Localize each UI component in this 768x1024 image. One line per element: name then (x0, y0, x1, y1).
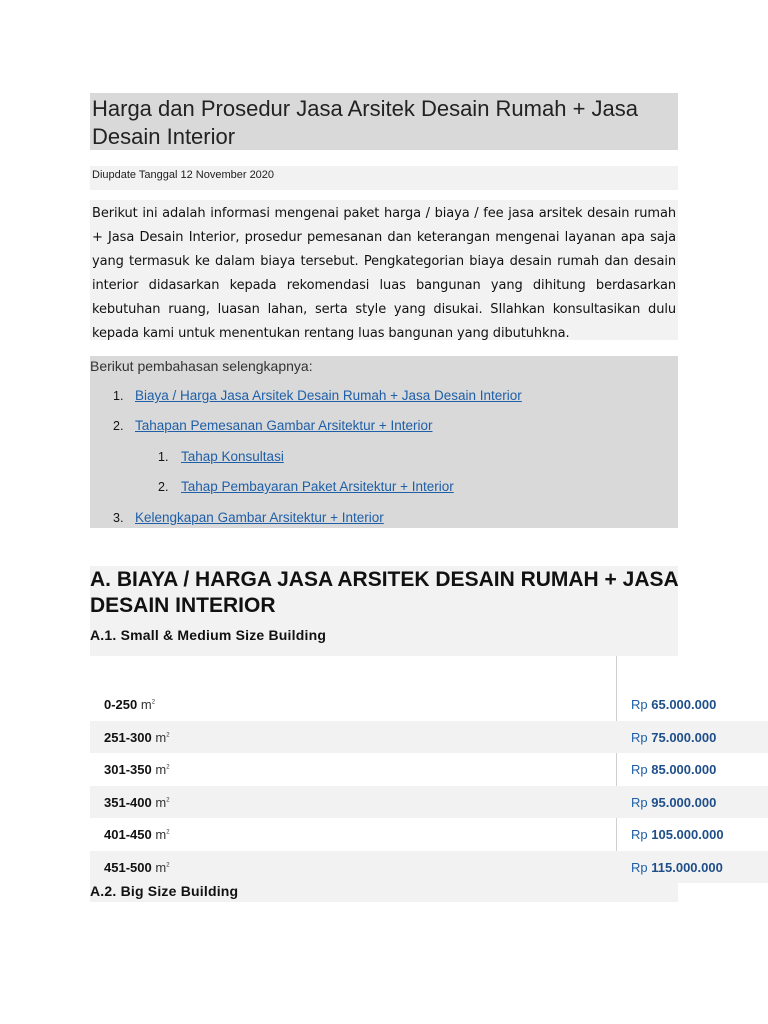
range-cell: 351-400 $m^2$ (104, 795, 170, 810)
toc-number: 2. (158, 480, 169, 494)
toc-link-tahapan[interactable]: Tahapan Pemesanan Gambar Arsitektur + Interior (135, 418, 433, 433)
table-row (90, 721, 768, 753)
range-cell: 301-350 $m^2$ (104, 762, 170, 777)
price-cell: Rp 65.000.000 (631, 697, 717, 712)
toc-link-kelengkapan[interactable]: Kelengkapan Gambar Arsitektur + Interior (135, 510, 384, 525)
section-a-header (90, 566, 678, 656)
range-cell: 0-250 $m^2$ (104, 697, 156, 712)
section-a2-subheading: A.2. Big Size Building (90, 878, 678, 902)
toc-number: 1. (158, 450, 169, 464)
price-cell: Rp 105.000.000 (631, 827, 724, 842)
toc-number: 1. (113, 389, 124, 403)
table-row (90, 688, 768, 720)
toc-link-biaya[interactable]: Biaya / Harga Jasa Arsitek Desain Rumah + Jasa Desain Interior (135, 388, 522, 403)
toc-item-pembayaran[interactable] (181, 479, 454, 494)
page-title: Harga dan Prosedur Jasa Arsitek Desain Rumah + Jasa Desain Interior (90, 93, 678, 150)
toc-number: 3. (113, 511, 124, 525)
price-cell: Rp 75.000.000 (631, 730, 717, 745)
toc-link-konsultasi[interactable]: Tahap Konsultasi (181, 449, 284, 464)
section-a1-subheading: A.1. Small & Medium Size Building (90, 627, 327, 643)
toc-number: 2. (113, 419, 124, 433)
toc-link-pembayaran[interactable]: Tahap Pembayaran Paket Arsitektur + Interior (181, 479, 454, 494)
intro-paragraph: Berikut ini adalah informasi mengenai paket harga / biaya / fee jasa arsitek desain rumah + Jasa Desain Interior, prosedur pemesanan dan keterangan mengenai layanan apa saja yang termasuk ke dalam biaya tersebut. Pengkategorian biaya desain rumah dan desain interior didasarkan kepada rekomendasi luas bangunan yang dihitung berdasarkan kebutuhan ruang, luasan lahan, serta style yang disukai. SIlahkan konsultasikan dulu kepada kami untuk menentukan rentang luas bangunan yang dibutuhkna. (90, 200, 678, 340)
range-cell: 451-500 $m^2$ (104, 860, 170, 875)
table-row (90, 753, 768, 785)
price-cell: Rp 115.000.000 (631, 860, 723, 875)
range-cell: 251-300 $m^2$ (104, 730, 170, 745)
price-cell: Rp 95.000.000 (631, 795, 717, 810)
update-date: Diupdate Tanggal 12 November 2020 (90, 166, 678, 190)
table-row (90, 818, 768, 850)
toc-item-biaya[interactable] (135, 388, 522, 403)
price-cell: Rp 85.000.000 (631, 762, 717, 777)
table-row (90, 786, 768, 818)
toc-item-konsultasi[interactable] (181, 449, 284, 464)
toc-item-tahapan[interactable] (135, 418, 433, 433)
table-of-contents (90, 356, 678, 528)
section-a-heading: A. BIAYA / HARGA JASA ARSITEK DESAIN RUMAH + JASA DESAIN INTERIOR (90, 568, 678, 617)
range-cell: 401-450 $m^2$ (104, 827, 170, 842)
toc-lead: Berikut pembahasan selengkapnya: (90, 358, 313, 374)
toc-item-kelengkapan[interactable] (135, 510, 384, 525)
